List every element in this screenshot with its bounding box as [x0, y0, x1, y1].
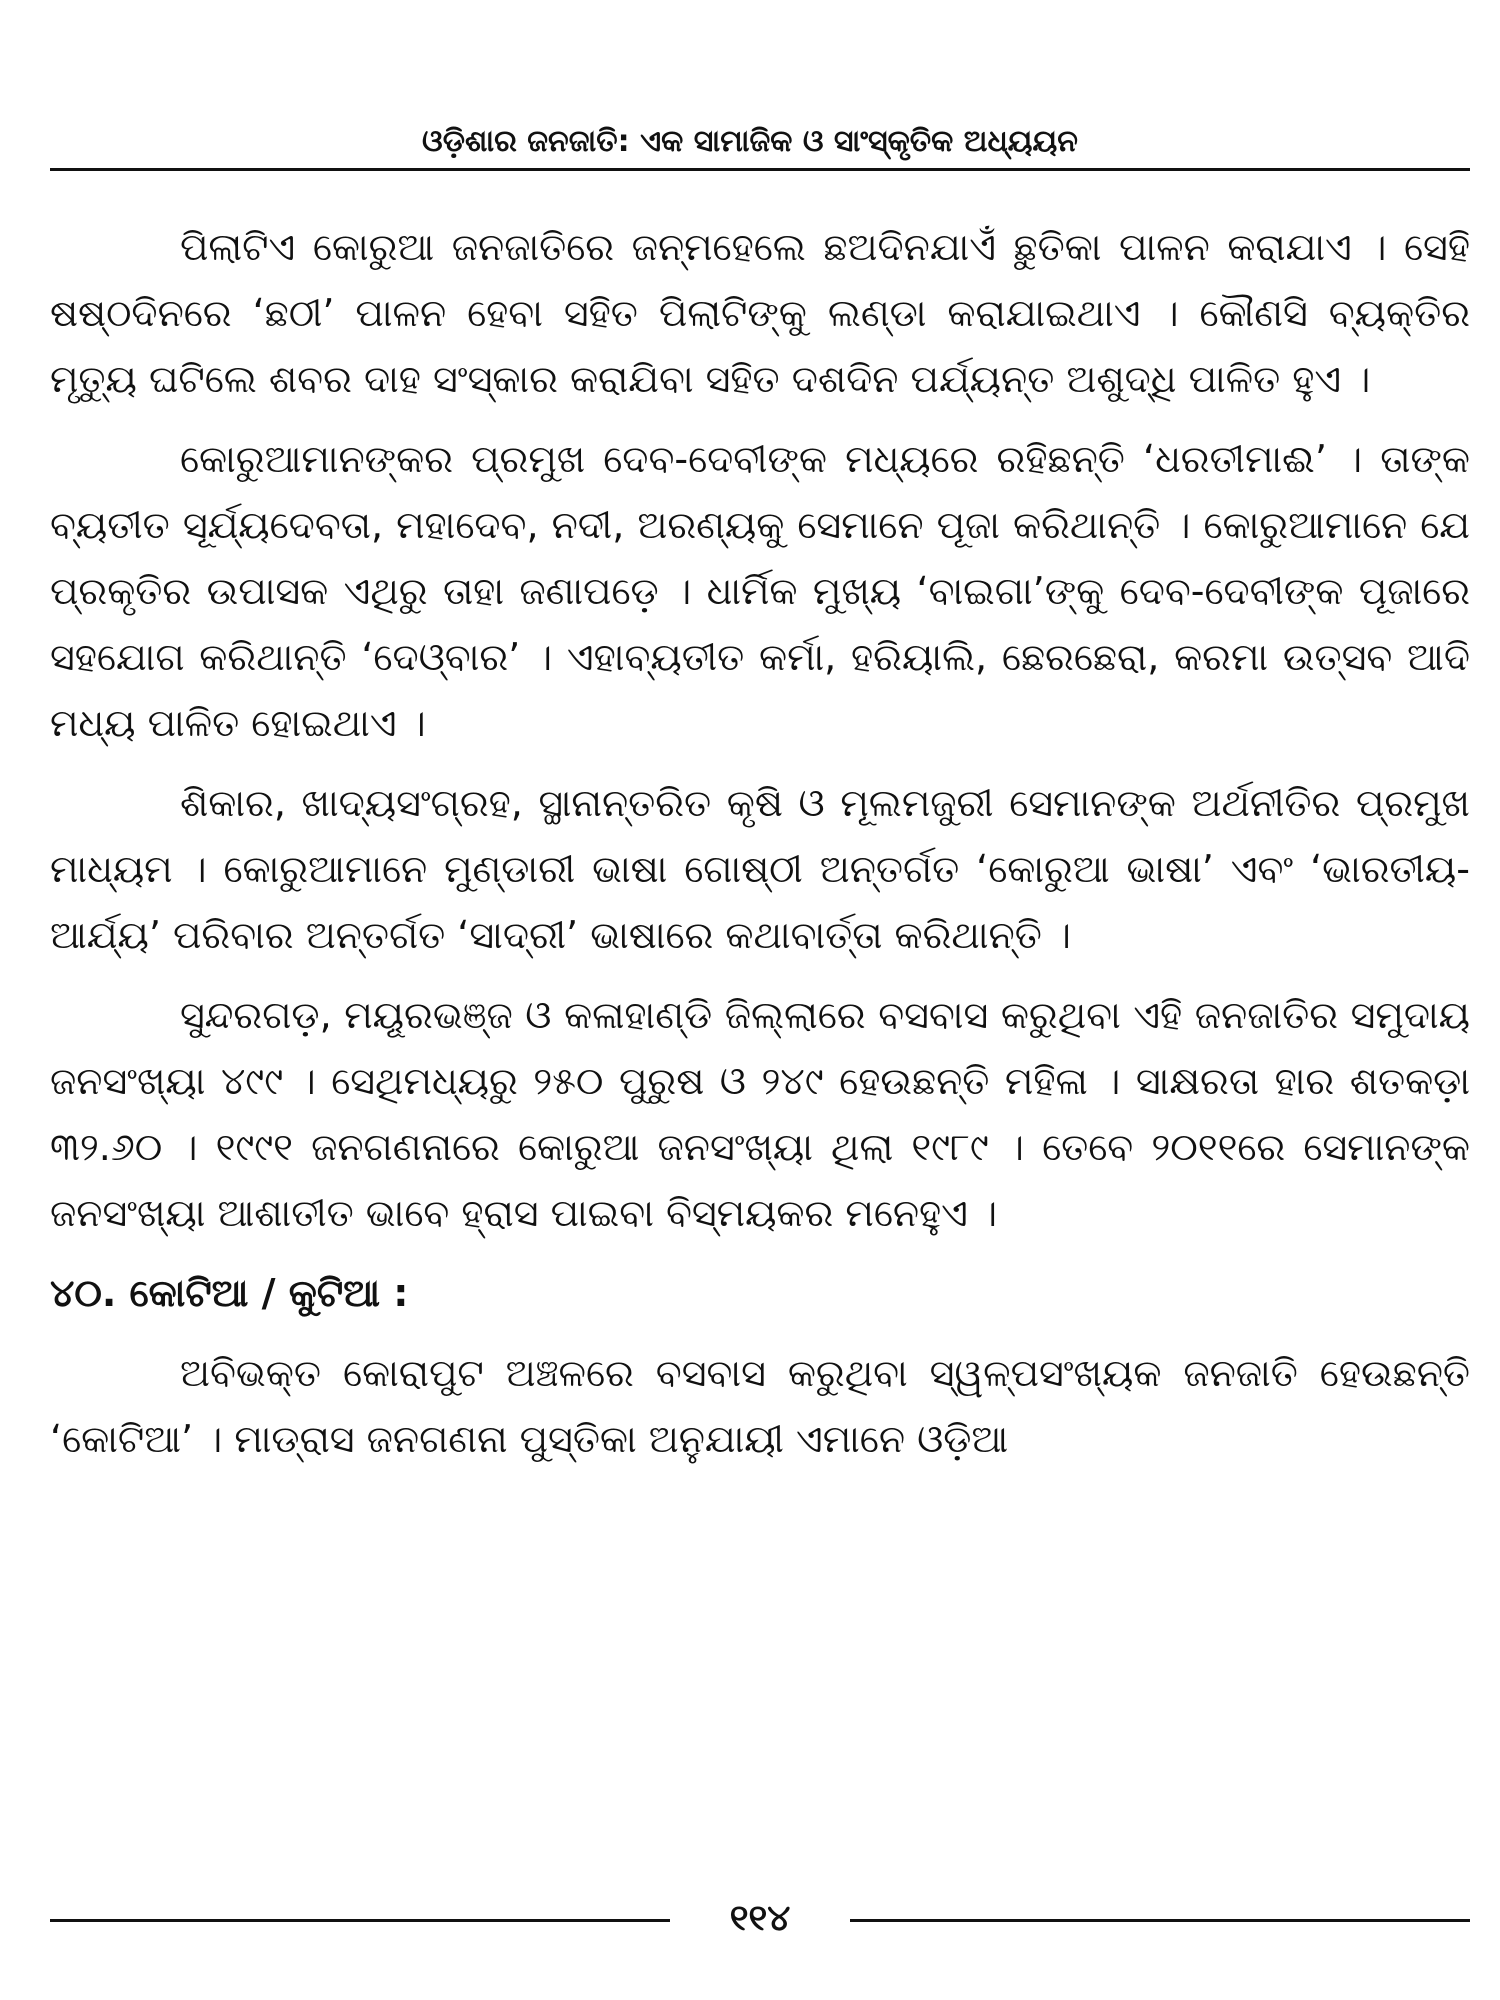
- running-header: ଓଡ଼ିଶାର ଜନଜାତି: ଏକ ସାମାଜିକ ଓ ସାଂସ୍କୃତିକ ଅଧ୍ୟୟନ: [422, 124, 1078, 159]
- section-heading: ୪୦. କୋଟିଆ / କୁଟିଆ :: [50, 1271, 409, 1315]
- paragraph-population: ସୁନ୍ଦରଗଡ଼, ମୟୂରଭଞ୍ଜ ଓ କଳାହାଣ୍ଡି ଜିଲ୍ଲାରେ ବସବାସ କରୁଥିବା ଏହି ଜନଜାତିର ସମୁଦାୟ ଜନସଂଖ୍ୟା ୪୯୯ । ସେଥିମଧ୍ୟରୁ ୨୫୦ ପୁରୁଷ ଓ ୨୪୯ ହେଉଛନ୍ତି ମହିଳା । ସାକ୍ଷରତା ହାର ଶତକଡ଼ା ୩୨.୬୦ । ୧୯୯୧ ଜନଗଣନାରେ କୋରୁଆ ଜନସଂଖ୍ୟା ଥିଲା ୧୯୮୯ । ତେବେ ୨୦୧୧ରେ ସେମାନଙ୍କ ଜନସଂଖ୍ୟା ଆଶାତୀତ ଭାବେ ହ୍ରାସ ପାଇବା ବିସ୍ମୟକର ମନେହୁଏ ।: [50, 993, 1470, 1235]
- body-text: [50, 214, 1470, 1486]
- paragraph-deities-festivals: କୋରୁଆମାନଙ୍କର ପ୍ରମୁଖ ଦେବ-ଦେବୀଙ୍କ ମଧ୍ୟରେ ରହିଛନ୍ତି ‘ଧରତୀମାଈ’ । ତାଙ୍କ ବ୍ୟତୀତ ସୂର୍ଯ୍ୟଦେବତା, ମହାଦେବ, ନଦୀ, ଅରଣ୍ୟକୁ ସେମାନେ ପୂଜା କରିଥାନ୍ତି । କୋରୁଆମାନେ ଯେ ପ୍ରକୃତିର ଉପାସକ ଏଥିରୁ ତାହା ଜଣାପଡ଼େ । ଧାର୍ମିକ ମୁଖ୍ୟ ‘ବାଇଗା’ଙ୍କୁ ଦେବ-ଦେବୀଙ୍କ ପୂଜାରେ ସହଯୋଗ କରିଥାନ୍ତି ‘ଦେଓ୍ବାର’ । ଏହାବ୍ୟତୀତ କର୍ମା, ହରିୟାଲି, ଛେରଛେରା, କରମା ଉତ୍ସବ ଆଦି ମଧ୍ୟ ପାଳିତ ହୋଇଥାଏ ।: [50, 437, 1470, 745]
- footer-rule-left: [50, 1919, 670, 1922]
- paragraph-economy-language: ଶିକାର, ଖାଦ୍ୟସଂଗ୍ରହ, ସ୍ଥାନାନ୍ତରିତ କୃଷି ଓ ମୂଲମଜୁରୀ ସେମାନଙ୍କ ଅର୍ଥନୀତିର ପ୍ରମୁଖ ମାଧ୍ୟମ । କୋରୁଆମାନେ ମୁଣ୍ଡାରୀ ଭାଷା ଗୋଷ୍ଠୀ ଅନ୍ତର୍ଗତ ‘କୋରୁଆ ଭାଷା’ ଏବଂ ‘ଭାରତୀୟ-ଆର୍ଯ୍ୟ’ ପରିବାର ଅନ୍ତର୍ଗତ ‘ସାଦ୍ରୀ’ ଭାଷାରେ କଥାବାର୍ତ୍ତା କରିଥାନ୍ତି ।: [50, 781, 1470, 957]
- page-number: ୧୧୪: [729, 1898, 791, 1939]
- footer-rule-right: [850, 1919, 1470, 1922]
- paragraph-kotia-intro: ଅବିଭକ୍ତ କୋରାପୁଟ ଅଞ୍ଚଳରେ ବସବାସ କରୁଥିବା ସ୍ୱଳ୍ପସଂଖ୍ୟକ ଜନଜାତି ହେଉଛନ୍ତି ‘କୋଟିଆ’ । ମାଡ୍ରାସ ଜନଗଣନା ପୁସ୍ତିକା ଅନୁଯାୟୀ ଏମାନେ ଓଡ଼ିଆ: [50, 1351, 1470, 1461]
- paragraph-birth-death-rites: ପିଲାଟିଏ କୋରୁଆ ଜନଜାତିରେ ଜନ୍ମହେଲେ ଛଅଦିନଯାଏଁ ଛୁତିକା ପାଳନ କରାଯାଏ । ସେହି ଷଷ୍ଠଦିନରେ ‘ଛଠୀ’ ପାଳନ ହେବା ସହିତ ପିଲାଟିଙ୍କୁ ଲଣ୍ଡା କରାଯାଇଥାଏ । କୌଣସି ବ୍ୟକ୍ତିର ମୃତ୍ୟୁ ଘଟିଲେ ଶବର ଦାହ ସଂସ୍କାର କରାଯିବା ସହିତ ଦଶଦିନ ପର୍ଯ୍ୟନ୍ତ ଅଶୁଦ୍ଧି ପାଳିତ ହୁଏ ।: [50, 225, 1470, 401]
- page-footer: [50, 1895, 1470, 1943]
- header-rule: [50, 168, 1470, 171]
